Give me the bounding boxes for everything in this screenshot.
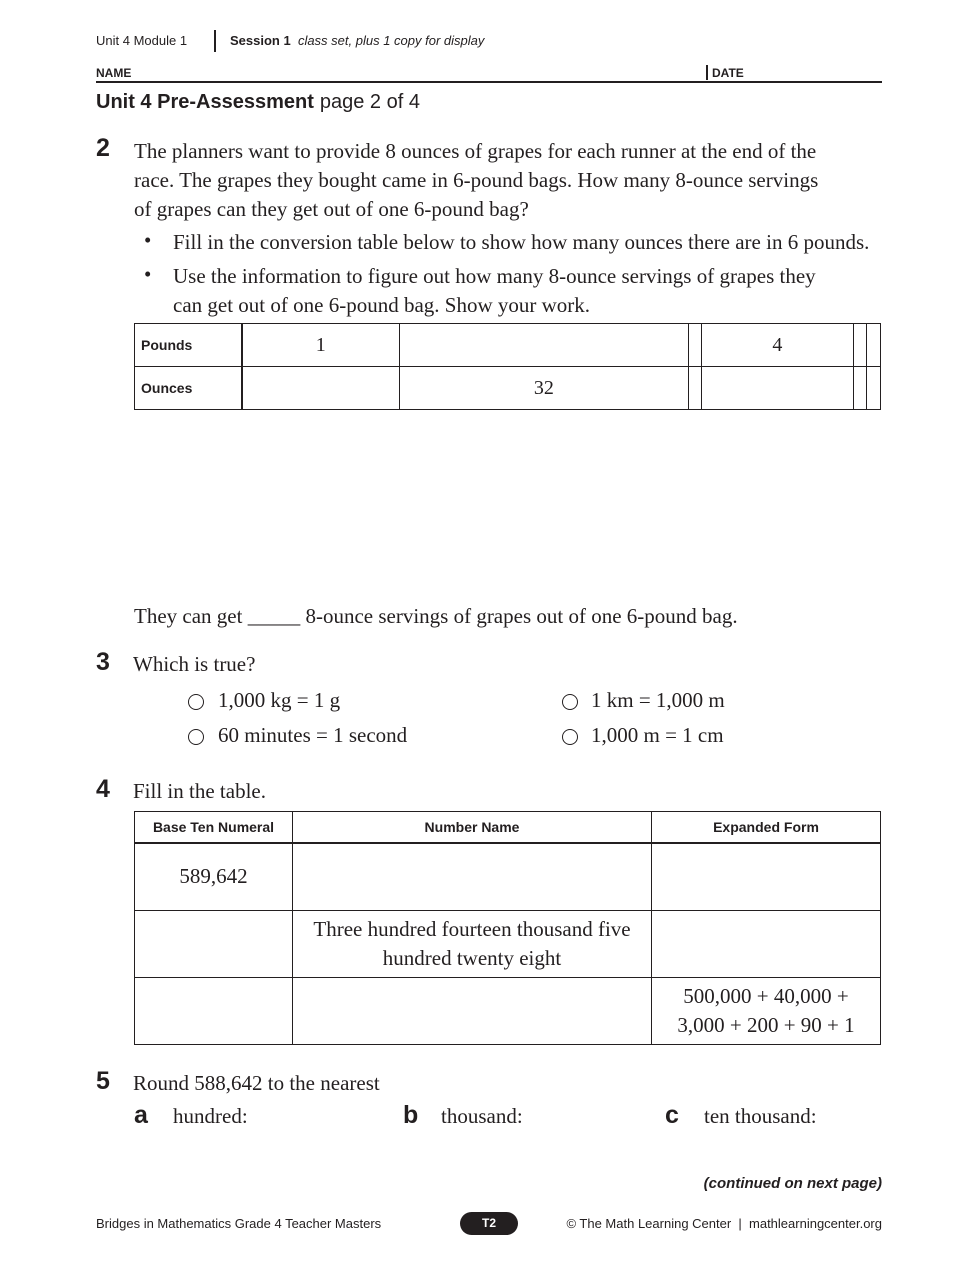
session-name: Session 1 [230, 33, 291, 48]
copyright: © The Math Learning Center [566, 1216, 732, 1231]
unit-module-label: Unit 4 Module 1 [96, 33, 188, 48]
expanded-form-cell[interactable] [652, 910, 881, 977]
base-ten-table [134, 811, 881, 1045]
question-2-answer-line: They can get _____ 8-ounce servings of grapes out of one 6-pound bag. [134, 604, 738, 628]
part-letter: a [134, 1101, 148, 1129]
date-label: DATE [712, 66, 744, 80]
part-label: hundred: [173, 1104, 248, 1128]
question-4-prompt: Fill in the table. [133, 779, 266, 803]
bullet-dot: • [144, 262, 152, 286]
table-row [135, 977, 881, 1044]
session-label [230, 33, 484, 48]
book-title: Bridges in Mathematics Grade 4 Teacher Masters [96, 1216, 382, 1231]
ounces-row-label: Ounces [135, 367, 242, 410]
column-header: Expanded Form [652, 812, 881, 844]
option-label: 1,000 kg = 1 g [218, 688, 341, 712]
ounces-cell[interactable] [702, 367, 853, 410]
option-radio[interactable] [188, 694, 204, 710]
table-row [135, 910, 881, 977]
question-2-line: of grapes can they get out of one 6-pound bag? [134, 197, 529, 221]
question-2-line: The planners want to provide 8 ounces of grapes for each runner at the end of the [134, 139, 817, 163]
ounces-cell[interactable] [867, 367, 881, 410]
ounces-row [135, 367, 881, 410]
cell-line: 500,000 + 40,000 + [683, 983, 849, 1008]
number-name-cell[interactable] [293, 910, 652, 977]
session-note: class set, plus 1 copy for display [297, 33, 485, 48]
column-header: Number Name [293, 812, 652, 844]
page-indicator: page 2 of 4 [319, 91, 420, 113]
date-divider [706, 65, 708, 80]
cell-line: hundred twenty eight [382, 945, 562, 970]
part-letter: b [403, 1101, 419, 1129]
footer-credits: © The Math Learning Center | mathlearningcenter.org [566, 1216, 882, 1231]
bullet-2 [173, 262, 816, 320]
part-letter: c [665, 1101, 679, 1129]
number-name-cell[interactable] [293, 977, 652, 1044]
table-row [135, 843, 881, 910]
question-4-number: 4 [96, 775, 110, 803]
numeral-cell[interactable]: 589,642 [135, 843, 293, 910]
question-5-number: 5 [96, 1067, 110, 1095]
assessment-title: Unit 4 Pre-Assessment [96, 91, 314, 113]
pounds-cell[interactable] [688, 324, 702, 367]
bullet-2-line: can get out of one 6-pound bag. Show your work. [173, 293, 591, 317]
header-divider [214, 30, 216, 52]
bullet-2-line: Use the information to figure out how many 8-ounce servings of grapes they [173, 264, 816, 288]
question-5-prompt: Round 588,642 to the nearest [133, 1071, 380, 1095]
continued-note: (continued on next page) [703, 1175, 882, 1192]
page-title [96, 91, 420, 114]
bullet-1 [173, 228, 869, 257]
name-label: NAME [96, 66, 132, 80]
expanded-form-cell[interactable] [652, 843, 881, 910]
part-label: thousand: [441, 1104, 523, 1128]
option-radio[interactable] [562, 694, 578, 710]
pounds-row-label: Pounds [135, 324, 242, 367]
pounds-cell[interactable] [853, 324, 867, 367]
expanded-form-cell[interactable] [652, 977, 881, 1044]
pounds-cell[interactable]: 4 [702, 324, 853, 367]
pounds-cell[interactable]: 1 [242, 324, 400, 367]
cell-line: Three hundred fourteen thousand five [313, 916, 631, 941]
website-link[interactable]: mathlearningcenter.org [749, 1216, 882, 1231]
numeral-cell[interactable] [135, 977, 293, 1044]
pounds-row [135, 324, 881, 367]
page-code-badge: T2 [460, 1212, 518, 1235]
bullet-1-line: Fill in the conversion table below to show how many ounces there are in 6 pounds. [173, 230, 870, 254]
option-radio[interactable] [562, 729, 578, 745]
question-3-number: 3 [96, 648, 110, 676]
ounces-cell[interactable] [688, 367, 702, 410]
part-label: ten thousand: [704, 1104, 817, 1128]
numeral-cell[interactable] [135, 910, 293, 977]
ounces-cell[interactable] [853, 367, 867, 410]
pounds-cell[interactable] [867, 324, 881, 367]
table-header-row [135, 812, 881, 844]
cell-line: 3,000 + 200 + 90 + 1 [677, 1012, 855, 1037]
column-header: Base Ten Numeral [135, 812, 293, 844]
pounds-cell[interactable] [400, 324, 689, 367]
ounces-cell[interactable] [242, 367, 400, 410]
option-label: 1 km = 1,000 m [591, 688, 725, 712]
option-label: 1,000 m = 1 cm [591, 723, 724, 747]
number-name-cell[interactable] [293, 843, 652, 910]
ounces-cell[interactable]: 32 [400, 367, 689, 410]
conversion-table [134, 323, 881, 410]
question-3-prompt: Which is true? [133, 652, 256, 676]
question-2-number: 2 [96, 134, 110, 162]
bullet-dot: • [144, 228, 152, 252]
option-radio[interactable] [188, 729, 204, 745]
option-label: 60 minutes = 1 second [218, 723, 408, 747]
question-2-text [134, 137, 818, 224]
name-date-line [96, 81, 882, 83]
question-2-line: race. The grapes they bought came in 6-pound bags. How many 8-ounce servings [134, 168, 819, 192]
